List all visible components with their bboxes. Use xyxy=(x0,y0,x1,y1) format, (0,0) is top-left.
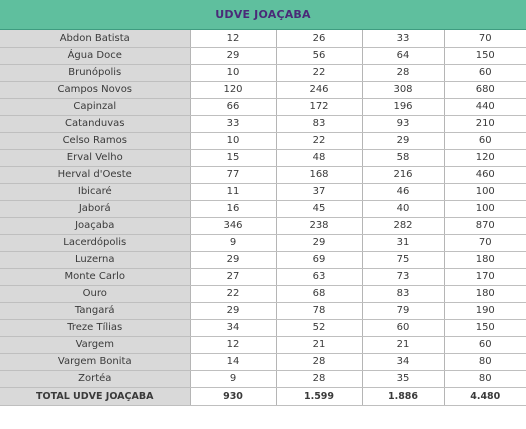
table-row xyxy=(0,302,526,319)
value-cell-col3: 83 xyxy=(362,285,444,302)
value-cell-col4: 60 xyxy=(444,64,526,81)
value-cell-col3: 75 xyxy=(362,251,444,268)
value-cell-col2: 83 xyxy=(276,115,362,132)
value-cell-col4: 870 xyxy=(444,217,526,234)
value-cell-col4: 4.480 xyxy=(444,387,526,405)
value-cell-col3: 31 xyxy=(362,234,444,251)
value-cell-col4: 460 xyxy=(444,166,526,183)
value-cell-col1: 77 xyxy=(190,166,276,183)
table-row xyxy=(0,217,526,234)
table-row xyxy=(0,81,526,98)
value-cell-col2: 69 xyxy=(276,251,362,268)
table-row xyxy=(0,200,526,217)
value-cell-col2: 238 xyxy=(276,217,362,234)
municipality-name: Brunópolis xyxy=(0,64,190,81)
municipality-name: Catanduvas xyxy=(0,115,190,132)
value-cell-col1: 120 xyxy=(190,81,276,98)
municipality-name: Treze Tílias xyxy=(0,319,190,336)
value-cell-col3: 34 xyxy=(362,353,444,370)
municipality-name: Jaborá xyxy=(0,200,190,217)
value-cell-col4: 60 xyxy=(444,132,526,149)
value-cell-col3: 40 xyxy=(362,200,444,217)
value-cell-col2: 21 xyxy=(276,336,362,353)
municipality-name: Vargem xyxy=(0,336,190,353)
value-cell-col1: 22 xyxy=(190,285,276,302)
value-cell-col1: 12 xyxy=(190,30,276,47)
value-cell-col2: 37 xyxy=(276,183,362,200)
value-cell-col1: 34 xyxy=(190,319,276,336)
value-cell-col2: 63 xyxy=(276,268,362,285)
municipality-name: Erval Velho xyxy=(0,149,190,166)
table-row xyxy=(0,166,526,183)
value-cell-col1: 16 xyxy=(190,200,276,217)
value-cell-col3: 64 xyxy=(362,47,444,64)
value-cell-col1: 346 xyxy=(190,217,276,234)
value-cell-col2: 45 xyxy=(276,200,362,217)
value-cell-col1: 33 xyxy=(190,115,276,132)
municipality-name: Celso Ramos xyxy=(0,132,190,149)
value-cell-col3: 216 xyxy=(362,166,444,183)
value-cell-col3: 29 xyxy=(362,132,444,149)
value-cell-col1: 66 xyxy=(190,98,276,115)
value-cell-col4: 100 xyxy=(444,183,526,200)
value-cell-col4: 150 xyxy=(444,319,526,336)
value-cell-col3: 60 xyxy=(362,319,444,336)
value-cell-col2: 22 xyxy=(276,132,362,149)
value-cell-col2: 172 xyxy=(276,98,362,115)
value-cell-col1: 10 xyxy=(190,64,276,81)
municipality-name: Água Doce xyxy=(0,47,190,64)
value-cell-col1: 9 xyxy=(190,234,276,251)
value-cell-col3: 93 xyxy=(362,115,444,132)
table-row xyxy=(0,115,526,132)
value-cell-col3: 73 xyxy=(362,268,444,285)
value-cell-col4: 150 xyxy=(444,47,526,64)
municipality-name: Lacerdópolis xyxy=(0,234,190,251)
table-header-bar xyxy=(0,0,526,30)
municipality-name: Tangará xyxy=(0,302,190,319)
municipality-name: Joaçaba xyxy=(0,217,190,234)
value-cell-col4: 440 xyxy=(444,98,526,115)
value-cell-col3: 79 xyxy=(362,302,444,319)
municipality-name: Monte Carlo xyxy=(0,268,190,285)
value-cell-col1: 10 xyxy=(190,132,276,149)
value-cell-col2: 246 xyxy=(276,81,362,98)
municipality-name: Luzerna xyxy=(0,251,190,268)
table-title: UDVE JOAÇABA xyxy=(215,8,311,21)
value-cell-col3: 58 xyxy=(362,149,444,166)
value-cell-col1: 15 xyxy=(190,149,276,166)
value-cell-col2: 28 xyxy=(276,353,362,370)
value-cell-col4: 80 xyxy=(444,353,526,370)
value-cell-col2: 168 xyxy=(276,166,362,183)
value-cell-col4: 190 xyxy=(444,302,526,319)
value-cell-col3: 282 xyxy=(362,217,444,234)
municipality-name: Vargem Bonita xyxy=(0,353,190,370)
value-cell-col1: 29 xyxy=(190,47,276,64)
value-cell-col2: 26 xyxy=(276,30,362,47)
total-row xyxy=(0,387,526,405)
value-cell-col1: 11 xyxy=(190,183,276,200)
table-row xyxy=(0,353,526,370)
table-row xyxy=(0,64,526,81)
value-cell-col3: 196 xyxy=(362,98,444,115)
table-row xyxy=(0,30,526,47)
table-row xyxy=(0,370,526,387)
value-cell-col2: 56 xyxy=(276,47,362,64)
value-cell-col3: 21 xyxy=(362,336,444,353)
table-row xyxy=(0,149,526,166)
table-row xyxy=(0,183,526,200)
value-cell-col3: 46 xyxy=(362,183,444,200)
value-cell-col3: 1.886 xyxy=(362,387,444,405)
value-cell-col4: 170 xyxy=(444,268,526,285)
value-cell-col3: 308 xyxy=(362,81,444,98)
value-cell-col4: 120 xyxy=(444,149,526,166)
value-cell-col2: 29 xyxy=(276,234,362,251)
value-cell-col3: 33 xyxy=(362,30,444,47)
table-row xyxy=(0,47,526,64)
value-cell-col1: 9 xyxy=(190,370,276,387)
municipality-name: Campos Novos xyxy=(0,81,190,98)
municipality-name: Zortéa xyxy=(0,370,190,387)
value-cell-col2: 48 xyxy=(276,149,362,166)
table-row xyxy=(0,285,526,302)
value-cell-col1: 930 xyxy=(190,387,276,405)
value-cell-col4: 180 xyxy=(444,251,526,268)
table-row xyxy=(0,234,526,251)
value-cell-col2: 52 xyxy=(276,319,362,336)
value-cell-col1: 29 xyxy=(190,251,276,268)
value-cell-col4: 60 xyxy=(444,336,526,353)
value-cell-col4: 80 xyxy=(444,370,526,387)
municipality-name: Herval d'Oeste xyxy=(0,166,190,183)
value-cell-col2: 28 xyxy=(276,370,362,387)
table-row xyxy=(0,251,526,268)
value-cell-col4: 180 xyxy=(444,285,526,302)
table-row xyxy=(0,98,526,115)
table-row xyxy=(0,132,526,149)
municipality-name: Abdon Batista xyxy=(0,30,190,47)
value-cell-col1: 12 xyxy=(190,336,276,353)
municipality-name: TOTAL UDVE JOAÇABA xyxy=(0,387,190,405)
municipality-name: Ouro xyxy=(0,285,190,302)
municipality-name: Ibicaré xyxy=(0,183,190,200)
udve-data-table xyxy=(0,30,526,406)
value-cell-col3: 35 xyxy=(362,370,444,387)
value-cell-col4: 680 xyxy=(444,81,526,98)
value-cell-col4: 210 xyxy=(444,115,526,132)
value-cell-col2: 22 xyxy=(276,64,362,81)
municipality-name: Capinzal xyxy=(0,98,190,115)
value-cell-col2: 78 xyxy=(276,302,362,319)
value-cell-col4: 70 xyxy=(444,234,526,251)
table-row xyxy=(0,336,526,353)
value-cell-col1: 14 xyxy=(190,353,276,370)
value-cell-col4: 100 xyxy=(444,200,526,217)
table-row xyxy=(0,319,526,336)
value-cell-col1: 27 xyxy=(190,268,276,285)
value-cell-col4: 70 xyxy=(444,30,526,47)
value-cell-col1: 29 xyxy=(190,302,276,319)
table-body xyxy=(0,30,526,405)
table-row xyxy=(0,268,526,285)
value-cell-col2: 68 xyxy=(276,285,362,302)
value-cell-col2: 1.599 xyxy=(276,387,362,405)
value-cell-col3: 28 xyxy=(362,64,444,81)
